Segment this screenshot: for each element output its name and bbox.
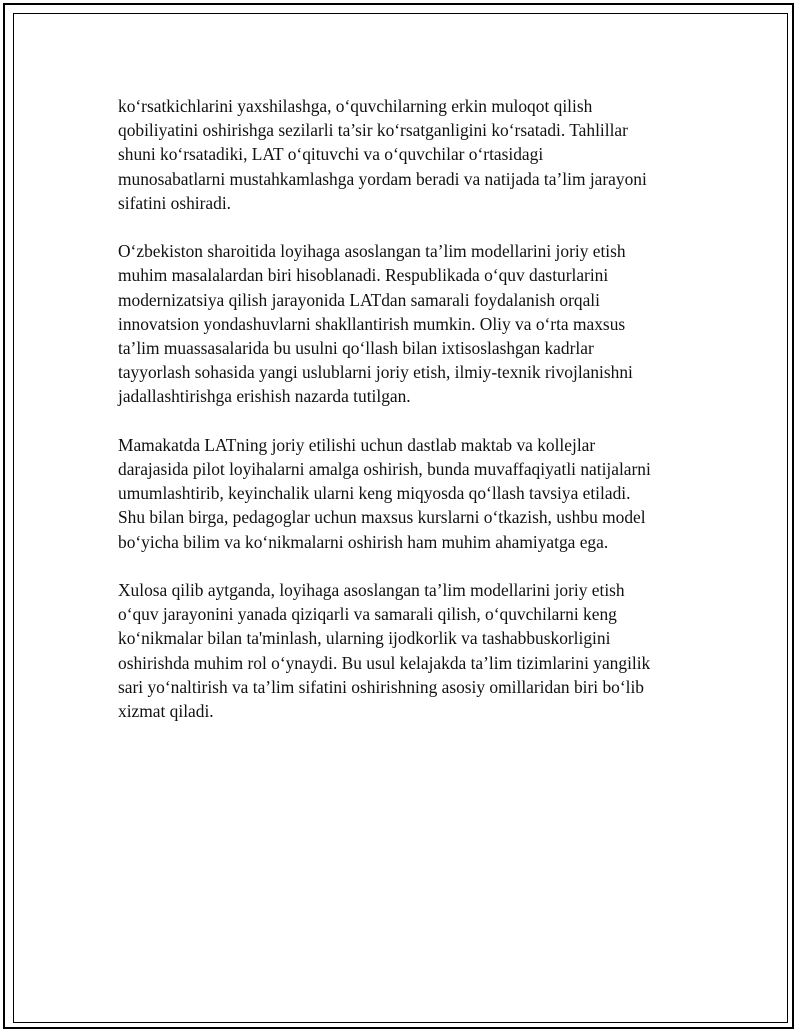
paragraph-1: ko‘rsatkichlarini yaxshilashga, o‘quvchilarning erkin muloqot qilish qobiliyatini oshirishga sezilarli ta’sir ko‘rsatganligini ko‘rsatadi. Tahlillar shuni ko‘rsatadiki, LAT o‘qituvchi va o‘quvchilar o‘rtasidagi munosabatlarni mustahkamlashga yordam beradi va natijada ta’lim jarayoni sifatini oshiradi. bbox=[118, 96, 647, 213]
paragraph-2: O‘zbekiston sharoitida loyihaga asoslangan ta’lim modellarini joriy etish muhim masalalardan biri hisoblanadi. Respublikada o‘quv dasturlarini modernizatsiya qilish jarayonida LATdan samarali foydalanish orqali innovatsion yondashuvlarni shakllantirish mumkin. Oliy va o‘rta maxsus ta’lim muassasalarida bu usulni qo‘llash bilan ixtisoslashgan kadrlar tayyorlash sohasida yangi uslublarni joriy etish, ilmiy-texnik rivojlanishni jadallashtirishga erishish nazarda tutilgan. bbox=[118, 241, 633, 407]
paragraph-4: Xulosa qilib aytganda, loyihaga asoslangan ta’lim modellarini joriy etish o‘quv jarayonini yanada qiziqarli va samarali qilish, o‘quvchilarni keng ko‘nikmalar bilan ta'minlash, ularning ijodkorlik va tashabbuskorligini oshirishda muhim rol o‘ynaydi. Bu usul kelajakda ta’lim tizimlarini yangilik sari yo‘naltirish va ta’lim sifatini oshirishning asosiy omillaridan biri bo‘lib xizmat qiladi. bbox=[118, 580, 651, 722]
document-body bbox=[118, 94, 693, 747]
paragraph-3: Mamakatda LATning joriy etilishi uchun dastlab maktab va kollejlar darajasida pilot loyihalarni amalga oshirish, bunda muvaffaqiyatli natijalarni umumlashtirib, keyinchalik ularni keng miqyosda qo‘llash tavsiya etiladi. Shu bilan birga, pedagoglar uchun maxsus kurslarni o‘tkazish, ushbu model bo‘yicha bilim va ko‘nikmalarni oshirish ham muhim ahamiyatga ega. bbox=[118, 434, 651, 552]
